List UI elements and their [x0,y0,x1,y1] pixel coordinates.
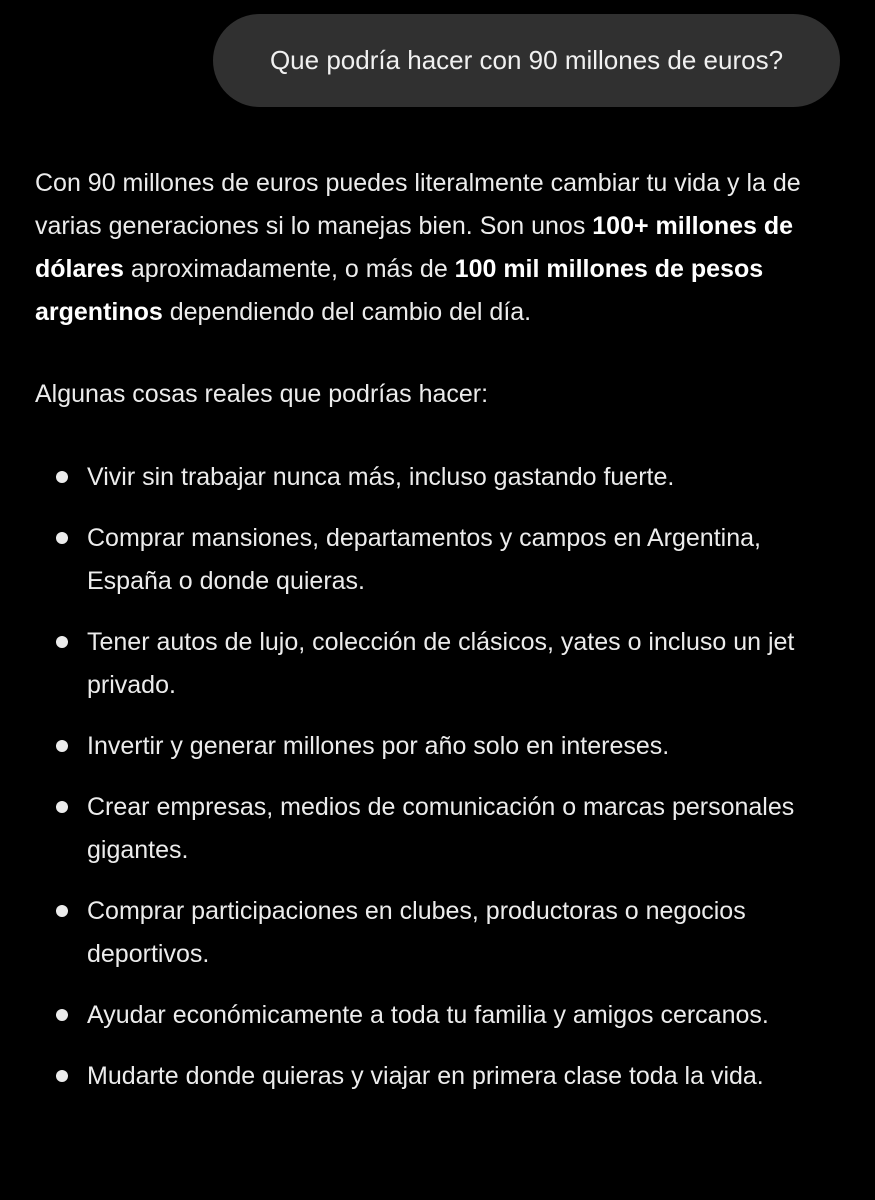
user-message-text: Que podría hacer con 90 millones de euros? [269,45,784,75]
intro-text-2: aproximadamente, o más de [123,255,455,283]
bullet-icon [56,1070,68,1082]
list-item [35,621,847,707]
bullet-icon [56,905,68,917]
intro-bold-pesos: 100 mil millones de pesos argentinos [35,255,764,326]
list-item-text: Tener autos de lujo, colección de clásicos, yates o incluso un jet privado. [87,628,795,699]
bullet-icon [56,636,68,648]
bullet-icon [56,532,68,544]
list-item-text: Ayudar económicamente a toda tu familia y amigos cercanos. [87,1001,769,1029]
user-message-bubble [213,14,840,107]
list-item [35,1055,847,1098]
list-item [35,725,847,768]
response-intro-paragraph [35,162,847,334]
list-item-text: Crear empresas, medios de comunicación o marcas personales gigantes. [87,793,795,864]
list-item-text: Comprar mansiones, departamentos y campos en Argentina, España o donde quieras. [87,524,761,595]
intro-text-3: dependiendo del cambio del día. [162,298,532,326]
list-item [35,517,847,603]
list-item [35,994,847,1037]
list-item [35,786,847,872]
list-item-text: Mudarte donde quieras y viajar en primera clase toda la vida. [87,1062,764,1090]
list-item [35,890,847,976]
intro-text-1: Con 90 millones de euros puedes literalmente cambiar tu vida y la de varias generaciones si lo manejas bien. Son unos [35,169,801,240]
bullet-icon [56,801,68,813]
bullet-icon [56,1009,68,1021]
assistant-response [35,162,847,1116]
response-list-lead: Algunas cosas reales que podrías hacer: [35,380,489,408]
list-item-text: Comprar participaciones en clubes, productoras o negocios deportivos. [87,897,746,968]
bullet-icon [56,740,68,752]
list-item [35,456,847,499]
response-bullet-list [35,456,847,1098]
bullet-icon [56,471,68,483]
intro-bold-dollars: 100+ millones de dólares [35,212,794,283]
list-item-text: Invertir y generar millones por año solo en intereses. [87,732,670,760]
list-item-text: Vivir sin trabajar nunca más, incluso gastando fuerte. [87,463,675,491]
